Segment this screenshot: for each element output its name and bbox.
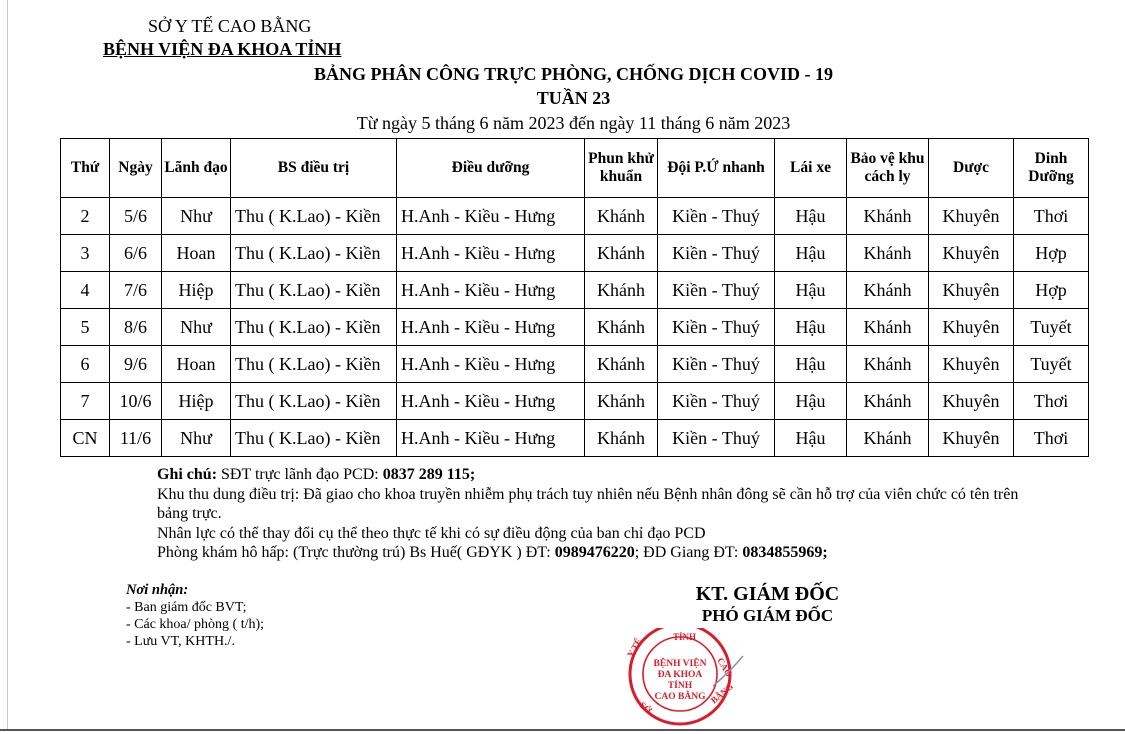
cell-disinfection: Khánh: [585, 383, 658, 420]
hospital-stamp: [617, 628, 757, 734]
stamp-text: ĐA KHOA: [657, 670, 703, 680]
table-row: [61, 346, 1089, 383]
table-row: [61, 198, 1089, 235]
date-range: Từ ngày 5 tháng 6 năm 2023 đến ngày 11 tháng 6 năm 2023: [356, 113, 791, 133]
signature-title: KT. GIÁM ĐỐC: [695, 583, 840, 605]
cell-nutrition: Tuyết: [1014, 309, 1089, 346]
cell-pharmacy: Khuyên: [929, 198, 1014, 235]
cell-date: 5/6: [110, 198, 162, 235]
cell-day: 2: [61, 198, 110, 235]
column-header: Bảo vệ khu cách ly: [847, 139, 929, 198]
cell-rapid-response: Kiền - Thuý: [658, 235, 775, 272]
cell-security: Khánh: [847, 420, 929, 457]
stamp-text: TỈNH: [667, 681, 693, 691]
cell-date: 6/6: [110, 235, 162, 272]
column-header: BS điều trị: [231, 139, 397, 198]
stamp-text: BỆNH VIỆN: [653, 659, 707, 669]
column-header: Dinh Dưỡng: [1014, 139, 1089, 198]
recipient-item: - Ban giám đốc BVT;: [126, 600, 247, 615]
column-header: Thứ: [61, 139, 110, 198]
cell-pharmacy: Khuyên: [929, 309, 1014, 346]
recipient-item: - Lưu VT, KHTH./.: [126, 634, 235, 649]
cell-rapid-response: Kiền - Thuý: [658, 420, 775, 457]
org-ministry: SỞ Y TẾ CAO BẰNG: [148, 16, 312, 36]
cell-nurse: H.Anh - Kiều - Hưng: [397, 198, 585, 235]
cell-security: Khánh: [847, 309, 929, 346]
column-header: Lái xe: [775, 139, 847, 198]
signature-position: PHÓ GIÁM ĐỐC: [701, 606, 834, 625]
table-body: [61, 198, 1089, 457]
note-clinic-mid: ; ĐD Giang ĐT:: [634, 544, 743, 561]
duty-table: [60, 138, 1089, 457]
cell-driver: Hậu: [775, 309, 847, 346]
svg-text:TỈNH: TỈNH: [673, 632, 697, 642]
cell-leader: Hoan: [162, 235, 231, 272]
cell-security: Khánh: [847, 198, 929, 235]
cell-doctor: Thu ( K.Lao) - Kiền: [231, 346, 397, 383]
column-header: Điều dưỡng: [397, 139, 585, 198]
svg-text:Y TẾ: Y TẾ: [625, 636, 644, 659]
cell-disinfection: Khánh: [585, 272, 658, 309]
note-hotline-number: 0837 289 115;: [382, 466, 476, 483]
cell-pharmacy: Khuyên: [929, 272, 1014, 309]
cell-pharmacy: Khuyên: [929, 346, 1014, 383]
cell-rapid-response: Kiền - Thuý: [658, 383, 775, 420]
document-title: BẢNG PHÂN CÔNG TRỰC PHÒNG, CHỐNG DỊCH COVID - 19: [313, 64, 833, 84]
cell-nutrition: Hợp: [1014, 272, 1089, 309]
column-header: Dược: [929, 139, 1014, 198]
cell-day: 5: [61, 309, 110, 346]
table-header-row: [61, 139, 1089, 198]
column-header: Đội P.Ứ nhanh: [658, 139, 775, 198]
cell-security: Khánh: [847, 235, 929, 272]
cell-rapid-response: Kiền - Thuý: [658, 198, 775, 235]
cell-day: 4: [61, 272, 110, 309]
cell-nurse: H.Anh - Kiều - Hưng: [397, 346, 585, 383]
cell-doctor: Thu ( K.Lao) - Kiền: [231, 309, 397, 346]
cell-leader: Hoan: [162, 346, 231, 383]
cell-driver: Hậu: [775, 272, 847, 309]
note-hotline-text: SĐT trực lãnh đạo PCD:: [217, 466, 383, 483]
cell-disinfection: Khánh: [585, 198, 658, 235]
cell-security: Khánh: [847, 383, 929, 420]
cell-driver: Hậu: [775, 383, 847, 420]
recipients: [126, 582, 264, 650]
cell-date: 8/6: [110, 309, 162, 346]
cell-doctor: Thu ( K.Lao) - Kiền: [231, 198, 397, 235]
table-row: [61, 235, 1089, 272]
note-clinic-phone1: 0989476220: [554, 544, 635, 561]
note-clinic-phone2: 0834855969;: [742, 544, 828, 561]
cell-rapid-response: Kiền - Thuý: [658, 309, 775, 346]
cell-security: Khánh: [847, 346, 929, 383]
cell-disinfection: Khánh: [585, 346, 658, 383]
cell-nutrition: Thơi: [1014, 198, 1089, 235]
cell-nutrition: Thơi: [1014, 420, 1089, 457]
cell-rapid-response: Kiền - Thuý: [658, 272, 775, 309]
cell-doctor: Thu ( K.Lao) - Kiền: [231, 272, 397, 309]
cell-doctor: Thu ( K.Lao) - Kiền: [231, 383, 397, 420]
cell-disinfection: Khánh: [585, 420, 658, 457]
cell-doctor: Thu ( K.Lao) - Kiền: [231, 235, 397, 272]
cell-date: 7/6: [110, 272, 162, 309]
org-hospital: [103, 39, 341, 60]
table-row: [61, 420, 1089, 457]
cell-driver: Hậu: [775, 198, 847, 235]
table-row: [61, 309, 1089, 346]
cell-pharmacy: Khuyên: [929, 420, 1014, 457]
cell-nutrition: Tuyết: [1014, 346, 1089, 383]
cell-day: 3: [61, 235, 110, 272]
cell-driver: Hậu: [775, 346, 847, 383]
note-hotline: [157, 465, 1037, 485]
cell-pharmacy: Khuyên: [929, 235, 1014, 272]
cell-leader: Như: [162, 420, 231, 457]
cell-day: 7: [61, 383, 110, 420]
cell-driver: Hậu: [775, 235, 847, 272]
svg-text:BẰNG: BẰNG: [708, 681, 736, 706]
cell-doctor: Thu ( K.Lao) - Kiền: [231, 420, 397, 457]
week-label: TUẦN 23: [536, 88, 611, 108]
cell-nutrition: Hợp: [1014, 235, 1089, 272]
column-header: Ngày: [110, 139, 162, 198]
recipient-item: - Các khoa/ phòng ( t/h);: [126, 617, 265, 632]
cell-day: 6: [61, 346, 110, 383]
cell-leader: Như: [162, 198, 231, 235]
cell-leader: Hiệp: [162, 383, 231, 420]
svg-text:CAO: CAO: [715, 656, 734, 679]
page-edge: [7, 0, 8, 731]
cell-nurse: H.Anh - Kiều - Hưng: [397, 272, 585, 309]
cell-day: CN: [61, 420, 110, 457]
note-clinic-text: Phòng khám hô hấp: (Trực thường trú) Bs Huế( GĐYK ) ĐT:: [157, 544, 555, 561]
recipients-label: Nơi nhận:: [126, 582, 189, 598]
column-header: Phun khử khuẩn: [585, 139, 658, 198]
cell-driver: Hậu: [775, 420, 847, 457]
cell-nurse: H.Anh - Kiều - Hưng: [397, 383, 585, 420]
table-row: [61, 272, 1089, 309]
cell-leader: Hiệp: [162, 272, 231, 309]
column-header: Lãnh đạo: [162, 139, 231, 198]
cell-nurse: H.Anh - Kiều - Hưng: [397, 420, 585, 457]
table-row: [61, 383, 1089, 420]
note-staffing: Nhân lực có thể thay đổi cụ thể theo thực tế khi có sự điều động của ban chỉ đạo PCD: [157, 524, 706, 542]
cell-leader: Như: [162, 309, 231, 346]
cell-date: 10/6: [110, 383, 162, 420]
cell-date: 9/6: [110, 346, 162, 383]
org-hospital-name: BỆNH VIỆN ĐA KHOA TỈNH: [103, 39, 342, 59]
note-label: Ghi chú:: [157, 466, 218, 483]
cell-nurse: H.Anh - Kiều - Hưng: [397, 235, 585, 272]
note-treatment-area: Khu thu dung điều trị: Đã giao cho khoa truyền nhiễm phụ trách tuy nhiên nếu Bệnh nhân đông sẽ cần hỗ trợ của viên chức có tên trên bảng trực.: [157, 485, 1019, 522]
cell-nutrition: Thơi: [1014, 383, 1089, 420]
stamp-text: CAO BẰNG: [654, 692, 706, 702]
cell-rapid-response: Kiền - Thuý: [658, 346, 775, 383]
notes-section: [157, 465, 1037, 563]
note-respiratory-clinic: [157, 543, 1037, 563]
cell-date: 11/6: [110, 420, 162, 457]
svg-text:SỞ: SỞ: [637, 699, 654, 716]
cell-security: Khánh: [847, 272, 929, 309]
cell-nurse: H.Anh - Kiều - Hưng: [397, 309, 585, 346]
cell-pharmacy: Khuyên: [929, 383, 1014, 420]
cell-disinfection: Khánh: [585, 235, 658, 272]
cell-disinfection: Khánh: [585, 309, 658, 346]
